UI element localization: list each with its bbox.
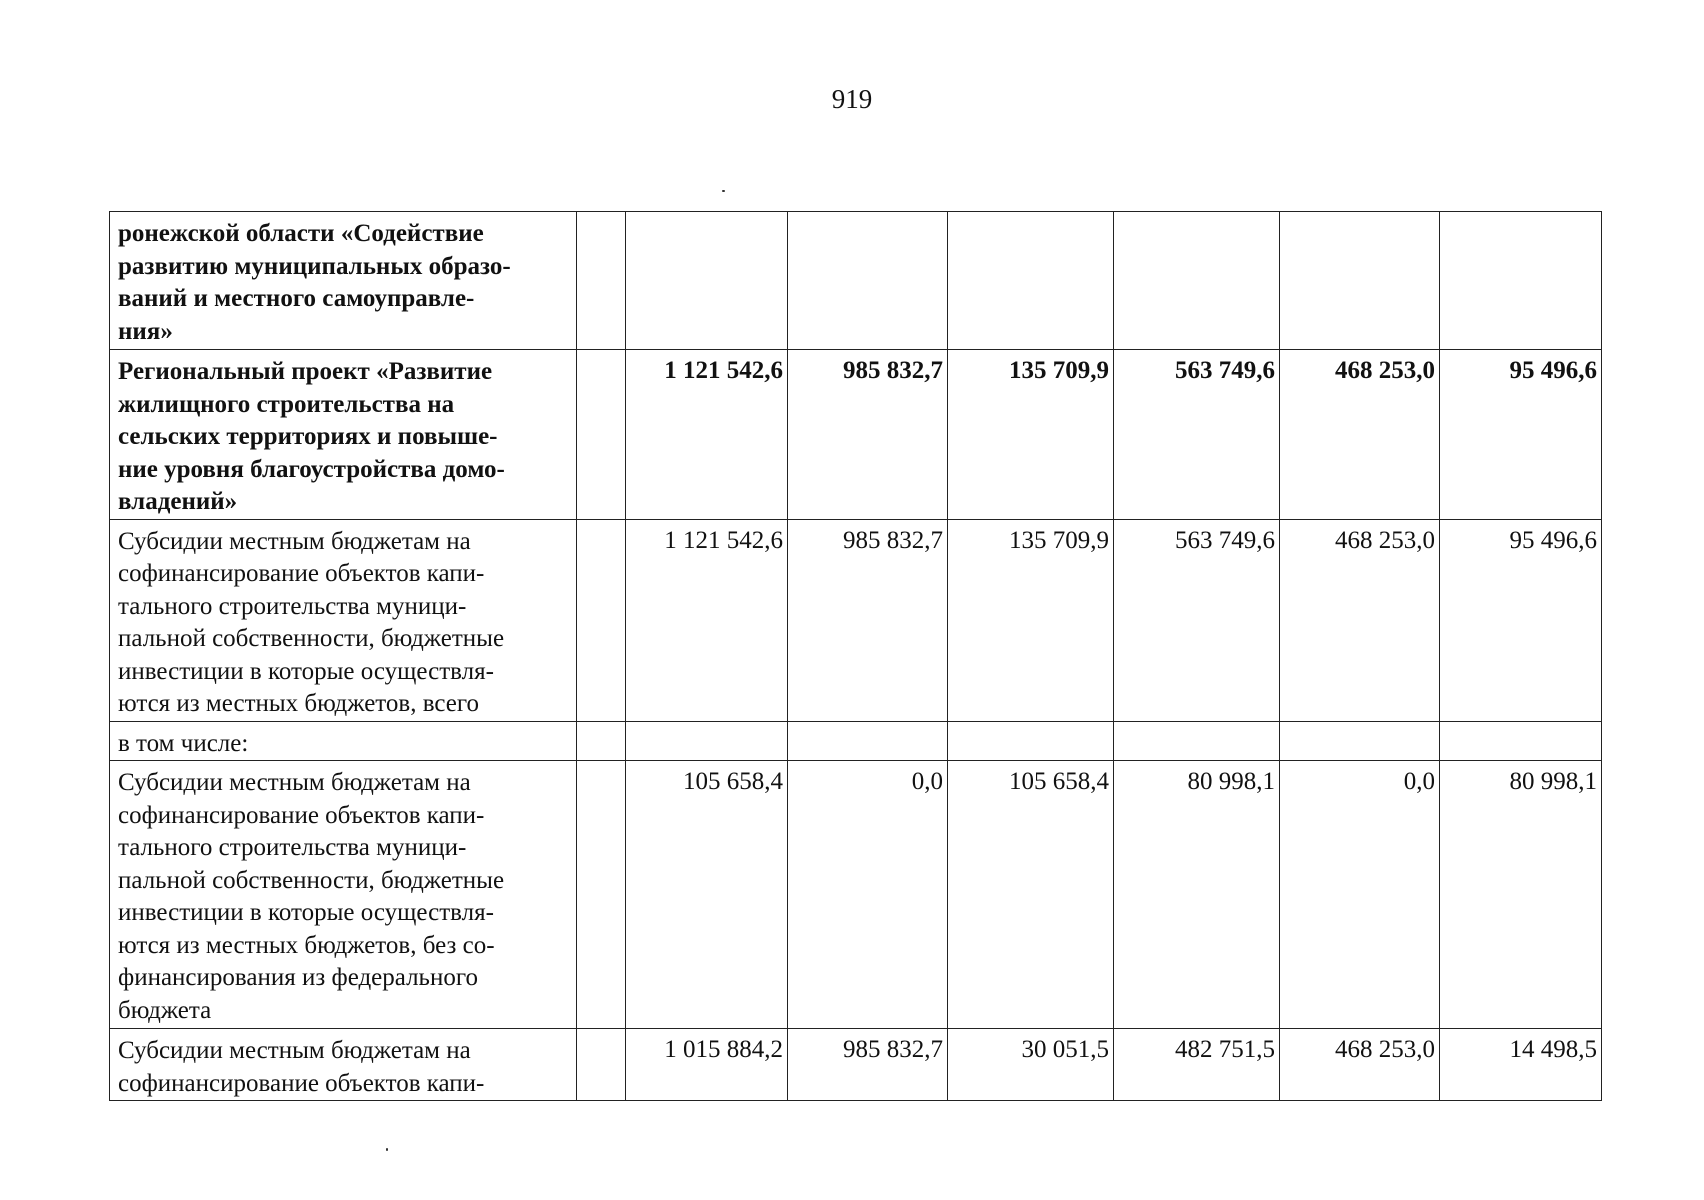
row-label-line: тального строительства муници- [118,834,467,861]
value-cell: 1 121 542,6 [626,519,788,721]
value-cell [1114,721,1280,761]
value-cell: 135 709,9 [948,519,1114,721]
value-cell: 1 121 542,6 [626,350,788,520]
value-cell: 135 709,9 [948,350,1114,520]
row-label-line: финансирования из федерального [118,964,478,991]
code-cell [577,350,626,520]
row-label-line: Субсидии местным бюджетам на [118,769,471,796]
row-label-line: жилищного строительства на [118,390,455,418]
table-row [110,519,1602,721]
value-cell: 985 832,7 [788,350,948,520]
row-label-line: ния» [118,317,173,345]
value-cell: 80 998,1 [1440,761,1602,1029]
row-label-line: развитию муниципальных образо- [118,252,511,280]
value-cell: 1 015 884,2 [626,1029,788,1101]
row-label-cell [110,721,577,761]
row-label-cell [110,1029,577,1101]
row-label-cell [110,350,577,520]
page-number: 919 [831,84,873,114]
row-label-line: софинансирование объектов капи- [118,801,485,829]
row-label-line: бюджета [118,996,212,1024]
value-cell: 0,0 [788,761,948,1029]
row-label-line: тального строительства муници- [118,592,467,620]
value-cell [788,212,948,350]
value-cell [948,721,1114,761]
row-label-line: владений» [118,488,238,515]
row-label-line: софинансирование объектов капи- [118,560,485,587]
value-cell: 985 832,7 [788,519,948,721]
scan-speck [386,1148,388,1151]
row-label-line: ются из местных бюджетов, без со- [118,931,495,959]
value-cell: 105 658,4 [948,761,1114,1029]
value-cell [1114,212,1280,350]
value-cell: 95 496,6 [1440,519,1602,721]
scan-speck [722,190,725,192]
table-row [110,350,1602,520]
code-cell [577,721,626,761]
row-label-line: Субсидии местным бюджетам на [118,527,471,555]
value-cell: 0,0 [1280,761,1440,1029]
value-cell [948,212,1114,350]
code-cell [577,519,626,721]
value-cell: 468 253,0 [1280,350,1440,520]
value-cell: 468 253,0 [1280,1029,1440,1101]
table-row [110,721,1602,761]
row-label-line: софинансирование объектов капи- [118,1069,485,1097]
table-row [110,761,1602,1029]
value-cell: 985 832,7 [788,1029,948,1101]
table-row [110,212,1602,350]
code-cell [577,1029,626,1101]
row-label-line: инвестиции в которые осуществля- [118,657,494,685]
value-cell: 105 658,4 [626,761,788,1029]
value-cell: 80 998,1 [1114,761,1280,1029]
row-label-line: ваний и местного самоуправле- [118,285,475,312]
code-cell [577,761,626,1029]
value-cell: 468 253,0 [1280,519,1440,721]
value-cell [626,212,788,350]
value-cell [1280,212,1440,350]
row-label-line: пальной собственности, бюджетные [118,866,505,894]
value-cell [1440,212,1602,350]
row-label-line: в том числе: [118,729,249,757]
row-label-line: пальной собственности, бюджетные [118,625,505,652]
table-body [110,212,1602,1101]
table-row [110,1029,1602,1101]
value-cell: 563 749,6 [1114,350,1280,520]
value-cell [1280,721,1440,761]
row-label-line: ронежской области «Содействие [118,220,484,247]
row-label-line: инвестиции в которые осуществля- [118,899,494,926]
value-cell [1440,721,1602,761]
budget-table [109,211,1602,1101]
value-cell: 95 496,6 [1440,350,1602,520]
row-label-cell [110,212,577,350]
value-cell [788,721,948,761]
value-cell: 482 751,5 [1114,1029,1280,1101]
row-label-line: Региональный проект «Развитие [118,358,493,385]
code-cell [577,212,626,350]
row-label-line: ются из местных бюджетов, всего [118,690,479,717]
value-cell: 563 749,6 [1114,519,1280,721]
row-label-cell [110,519,577,721]
row-label-line: ние уровня благоустройства домо- [118,455,505,483]
row-label-line: сельских территориях и повыше- [118,423,498,450]
row-label-line: Субсидии местным бюджетам на [118,1037,471,1064]
value-cell: 14 498,5 [1440,1029,1602,1101]
value-cell [626,721,788,761]
row-label-cell [110,761,577,1029]
value-cell: 30 051,5 [948,1029,1114,1101]
